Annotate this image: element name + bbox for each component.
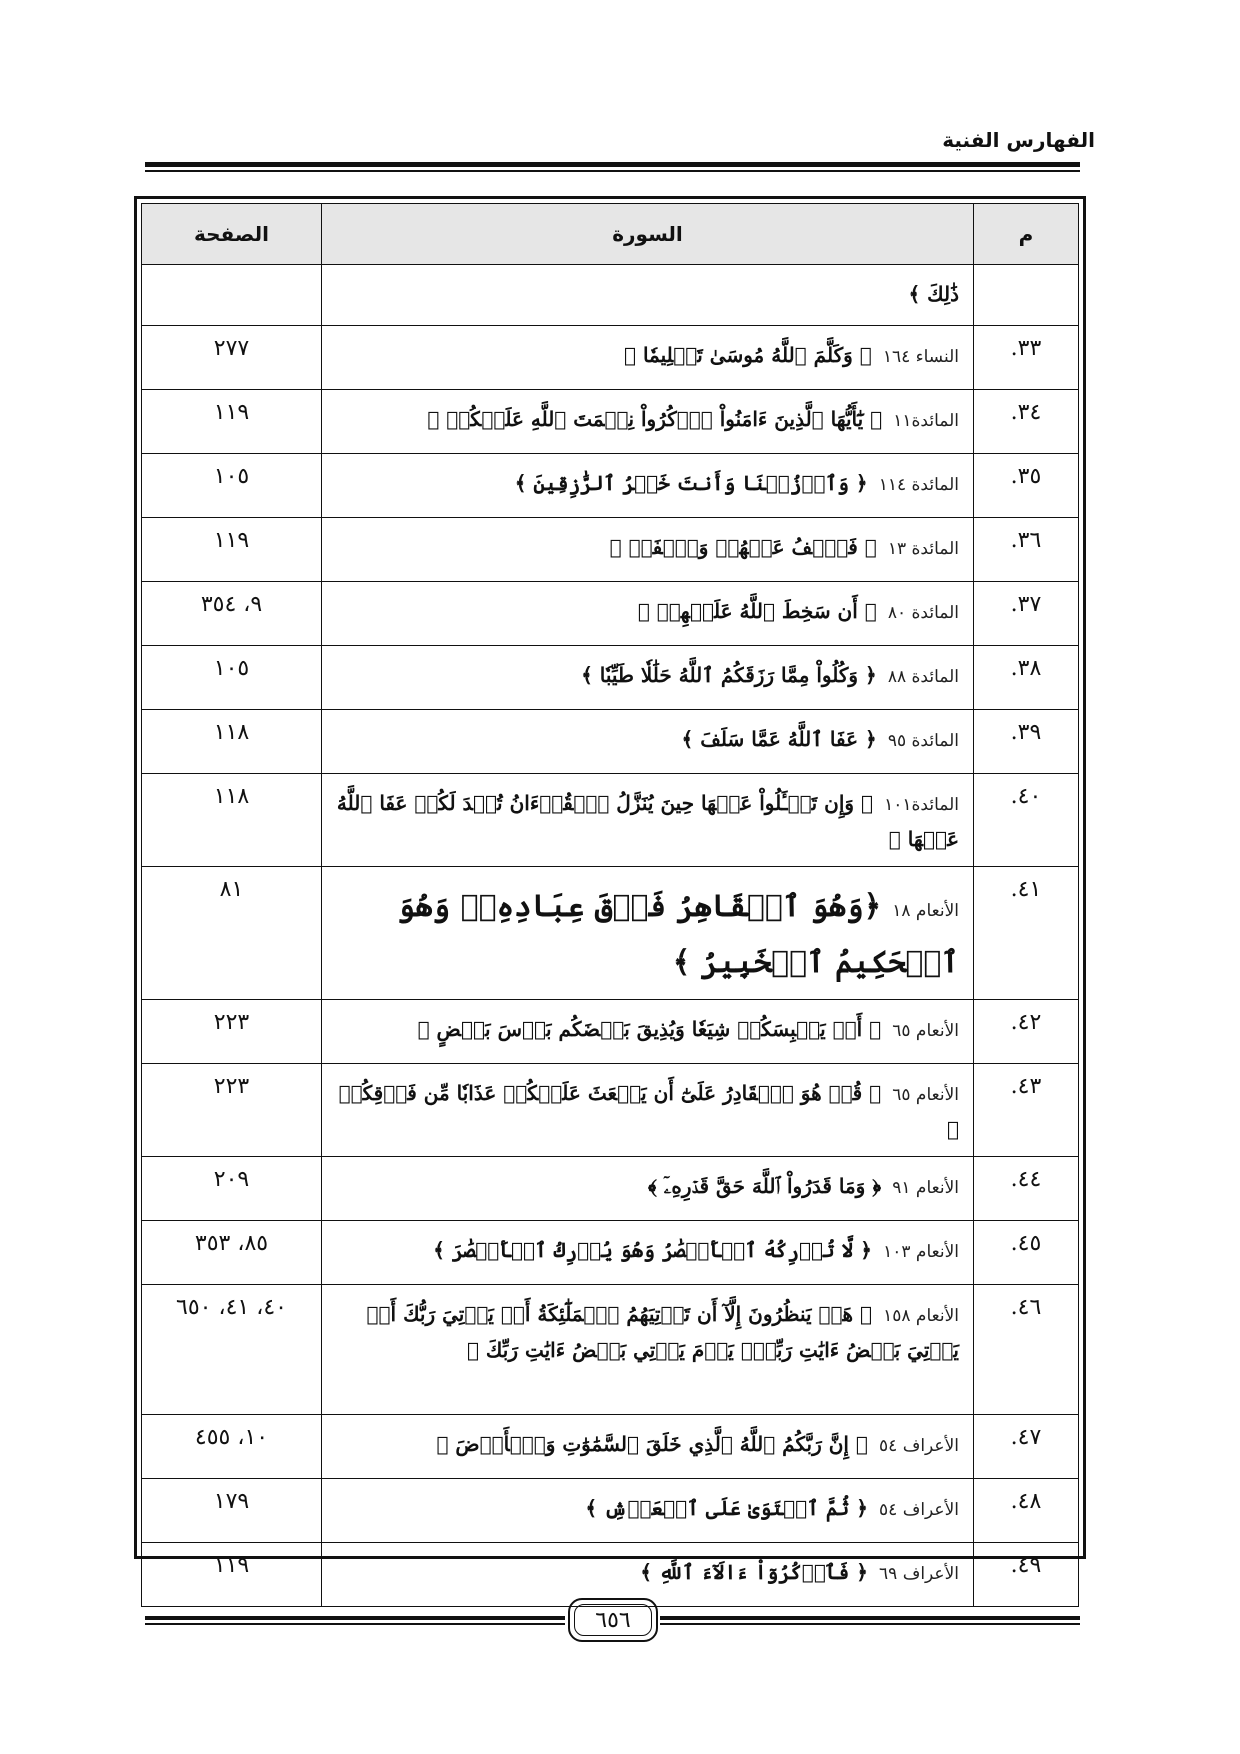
surah-ref: المائدة ٩٥ xyxy=(887,731,959,751)
page-number-text: ٦٥٦ xyxy=(595,1607,631,1633)
verse-text: ﴿وَهُوَ ٱلۡقَاهِرُ فَوۡقَ عِبَادِهِۦۚ وَهُوَ ٱلۡحَكِيمُ ٱلۡخَبِيرُ ﴾ xyxy=(397,889,959,980)
row-num: ٣٧. xyxy=(974,582,1079,646)
row-num: ٣٩. xyxy=(974,710,1079,774)
header-rule-thick xyxy=(145,162,1080,167)
surah-ref: الأنعام ٦٥ xyxy=(892,1085,959,1105)
surah-ref: الأنعام ١٥٨ xyxy=(883,1306,959,1326)
header-page: الصفحة xyxy=(142,204,322,265)
verse-text: ﴿ أَن سَخِطَ ٱللَّهُ عَلَيۡهِمۡ ﴾ xyxy=(637,599,877,623)
page-ref: ١٠٥ xyxy=(142,646,322,710)
row-num: ٤٩. xyxy=(974,1543,1079,1607)
row-num: ٣٨. xyxy=(974,646,1079,710)
page-ref: ٩، ٣٥٤ xyxy=(142,582,322,646)
verse-cell xyxy=(322,518,974,582)
row-num: ٣٥. xyxy=(974,454,1079,518)
page-ref: ١١٩ xyxy=(142,1543,322,1607)
row-num: ٤٦. xyxy=(974,1285,1079,1415)
verse-text: ﴿ فَٱذۡكُرُوٓاْ ءَالَآءَ ٱللَّهِ ﴾ xyxy=(640,1560,868,1584)
verse-cell xyxy=(322,1064,974,1157)
surah-ref: الأعراف ٥٤ xyxy=(879,1436,959,1456)
table-row xyxy=(142,1000,1079,1064)
table-row xyxy=(142,518,1079,582)
surah-ref: المائدة ٨٨ xyxy=(887,667,959,687)
table-row xyxy=(142,454,1079,518)
row-num: ٤٨. xyxy=(974,1479,1079,1543)
row-num-cell xyxy=(974,265,1079,326)
table-row xyxy=(142,774,1079,867)
verse-cell xyxy=(322,1479,974,1543)
verse-text: ﴿ قُلۡ هُوَ ٱلۡقَادِرُ عَلَىٰٓ أَن يَبۡعَثَ عَلَيۡكُمۡ عَذَابٗا مِّن فَوۡقِكُمۡ ﴾ xyxy=(338,1081,959,1141)
footer-rule-left xyxy=(145,1616,565,1620)
verse-cell xyxy=(322,1000,974,1064)
row-num: ٤٧. xyxy=(974,1415,1079,1479)
table-row xyxy=(142,867,1079,1000)
verse-index-table xyxy=(141,203,1079,1607)
page-ref: ١٠٥ xyxy=(142,454,322,518)
page-ref: ١١٩ xyxy=(142,390,322,454)
page-ref: ١١٩ xyxy=(142,518,322,582)
verse-text: ﴿ وَإِن تَسۡـَٔلُواْ عَنۡهَا حِينَ يُنَزَّلُ ٱلۡقُرۡءَانُ تُبۡدَ لَكُمۡ عَفَا ٱللَّهُ عَنۡهَا ﴾ xyxy=(336,791,959,851)
verse-text: ﴿ هَلۡ يَنظُرُونَ إِلَّآ أَن تَأۡتِيَهُمُ ٱلۡمَلَٰٓئِكَةُ أَوۡ يَأۡتِيَ رَبُّكَ أَوۡ يَأۡتِيَ بَعۡضُ ءَايَٰتِ رَبِّكَۗ يَوۡمَ يَأۡتِي بَعۡضُ ءَايَٰتِ رَبِّكَ ﴾ xyxy=(366,1302,959,1362)
surah-ref: النساء ١٦٤ xyxy=(882,347,959,367)
surah-ref: الأعراف ٥٤ xyxy=(879,1500,959,1520)
table-row xyxy=(142,1415,1079,1479)
row-num: ٤٣. xyxy=(974,1064,1079,1157)
table-row xyxy=(142,710,1079,774)
surah-ref: الأنعام ١٠٣ xyxy=(883,1242,959,1262)
verse-cell xyxy=(322,1157,974,1221)
table-row xyxy=(142,1157,1079,1221)
surah-ref: الأعراف ٦٩ xyxy=(879,1564,959,1584)
header-surah: السورة xyxy=(322,204,974,265)
page-ref: ٨٥، ٣٥٣ xyxy=(142,1221,322,1285)
row-num: ٤٠. xyxy=(974,774,1079,867)
verse-cell xyxy=(322,1285,974,1415)
footer-rule-left-thin xyxy=(145,1623,565,1625)
table-row xyxy=(142,1221,1079,1285)
table-row xyxy=(142,646,1079,710)
verse-cell xyxy=(322,1221,974,1285)
surah-ref: المائدة١١ xyxy=(893,411,959,431)
page-ref: ٢٢٣ xyxy=(142,1064,322,1157)
row-num: ٤٥. xyxy=(974,1221,1079,1285)
surah-ref: المائدة ٨٠ xyxy=(887,603,959,623)
footer-rule-right-thin xyxy=(660,1623,1080,1625)
page-ref: ٨١ xyxy=(142,867,322,1000)
row-num: ٣٤. xyxy=(974,390,1079,454)
table-row xyxy=(142,1479,1079,1543)
continuation-verse: ذَٰلِكَ ﴾ xyxy=(908,282,959,306)
surah-ref: المائدة١٠١ xyxy=(884,795,959,815)
footer-rule-right xyxy=(660,1616,1080,1620)
surah-ref: الأنعام ١٨ xyxy=(892,901,959,921)
table-row xyxy=(142,1543,1079,1607)
verse-text: ﴿ فَٱعۡفُ عَنۡهُمۡ وَٱصۡفَحۡ ﴾ xyxy=(609,535,877,559)
table-frame xyxy=(134,196,1086,1584)
verse-cell xyxy=(322,326,974,390)
verse-cell xyxy=(322,265,974,326)
verse-cell xyxy=(322,867,974,1000)
running-head: الفهارس الفنية xyxy=(942,128,1095,152)
verse-text: ﴿ وَكَلَّمَ ٱللَّهُ مُوسَىٰ تَكۡلِيمٗا ﴾ xyxy=(623,343,872,367)
verse-cell xyxy=(322,774,974,867)
verse-text: ﴿ إِنَّ رَبَّكُمُ ٱللَّهُ ٱلَّذِي خَلَقَ ٱلسَّمَٰوَٰتِ وَٱلۡأَرۡضَ ﴾ xyxy=(436,1432,868,1456)
verse-cell xyxy=(322,1543,974,1607)
header-rule-thin xyxy=(145,170,1080,172)
table-row xyxy=(142,582,1079,646)
verse-cell xyxy=(322,1415,974,1479)
row-num: ٤٢. xyxy=(974,1000,1079,1064)
page-ref: ١١٨ xyxy=(142,710,322,774)
page-ref: ١٧٩ xyxy=(142,1479,322,1543)
verse-text: ﴿ ثُمَّ ٱسۡتَوَىٰ عَلَى ٱلۡعَرۡشِ ﴾ xyxy=(585,1496,868,1520)
verse-text: ﴿ وَٱرۡزُقۡنَا وَأَنتَ خَيۡرُ ٱلرَّٰزِقِينَ ﴾ xyxy=(514,471,868,495)
page-ref: ٢٢٣ xyxy=(142,1000,322,1064)
table-row xyxy=(142,1064,1079,1157)
continuation-row xyxy=(142,265,1079,326)
verse-cell xyxy=(322,454,974,518)
page-ref: ٢٠٩ xyxy=(142,1157,322,1221)
verse-text: ﴿ لَّا تُدۡرِكُهُ ٱلۡأَبۡصَٰرُ وَهُوَ يُدۡرِكُ ٱلۡأَبۡصَٰرَ ﴾ xyxy=(433,1238,873,1262)
table-row xyxy=(142,390,1079,454)
row-num: ٣٣. xyxy=(974,326,1079,390)
verse-text: ﴿ وَمَا قَدَرُواْ ٱللَّهَ حَقَّ قَدۡرِهِۦٓ ﴾ xyxy=(647,1174,882,1198)
verse-text: ﴿ أَوۡ يَلۡبِسَكُمۡ شِيَعٗا وَيُذِيقَ بَعۡضَكُم بَأۡسَ بَعۡضٍ ﴾ xyxy=(417,1017,882,1041)
verse-cell xyxy=(322,582,974,646)
page-ref: ١٠، ٤٥٥ xyxy=(142,1415,322,1479)
row-num: ٣٦. xyxy=(974,518,1079,582)
verse-text: ﴿ وَكُلُواْ مِمَّا رَزَقَكُمُ ٱللَّهُ حَلَٰلٗا طَيِّبٗا ﴾ xyxy=(581,663,877,687)
page-cell xyxy=(142,265,322,326)
surah-ref: المائدة ١٣ xyxy=(887,539,959,559)
surah-ref: الأنعام ٦٥ xyxy=(892,1021,959,1041)
page-ref: ٤٠، ٤١، ٦٥٠ xyxy=(142,1285,322,1415)
table-header-row xyxy=(142,204,1079,265)
header-num: م xyxy=(974,204,1079,265)
row-num: ٤١. xyxy=(974,867,1079,1000)
verse-cell xyxy=(322,710,974,774)
verse-cell xyxy=(322,390,974,454)
surah-ref: الأنعام ٩١ xyxy=(892,1178,959,1198)
verse-text: ﴿ يَٰٓأَيُّهَا ٱلَّذِينَ ءَامَنُواْ ٱذۡكُرُواْ نِعۡمَتَ ٱللَّهِ عَلَيۡكُمۡ ﴾ xyxy=(427,407,883,431)
page-ref: ١١٨ xyxy=(142,774,322,867)
table-row xyxy=(142,1285,1079,1415)
surah-ref: المائدة ١١٤ xyxy=(878,475,959,495)
page-number xyxy=(568,1598,658,1642)
verse-cell xyxy=(322,646,974,710)
table-row xyxy=(142,326,1079,390)
page-ref: ٢٧٧ xyxy=(142,326,322,390)
verse-text: ﴿ عَفَا ٱللَّهُ عَمَّا سَلَفَ ﴾ xyxy=(681,727,877,751)
row-num: ٤٤. xyxy=(974,1157,1079,1221)
